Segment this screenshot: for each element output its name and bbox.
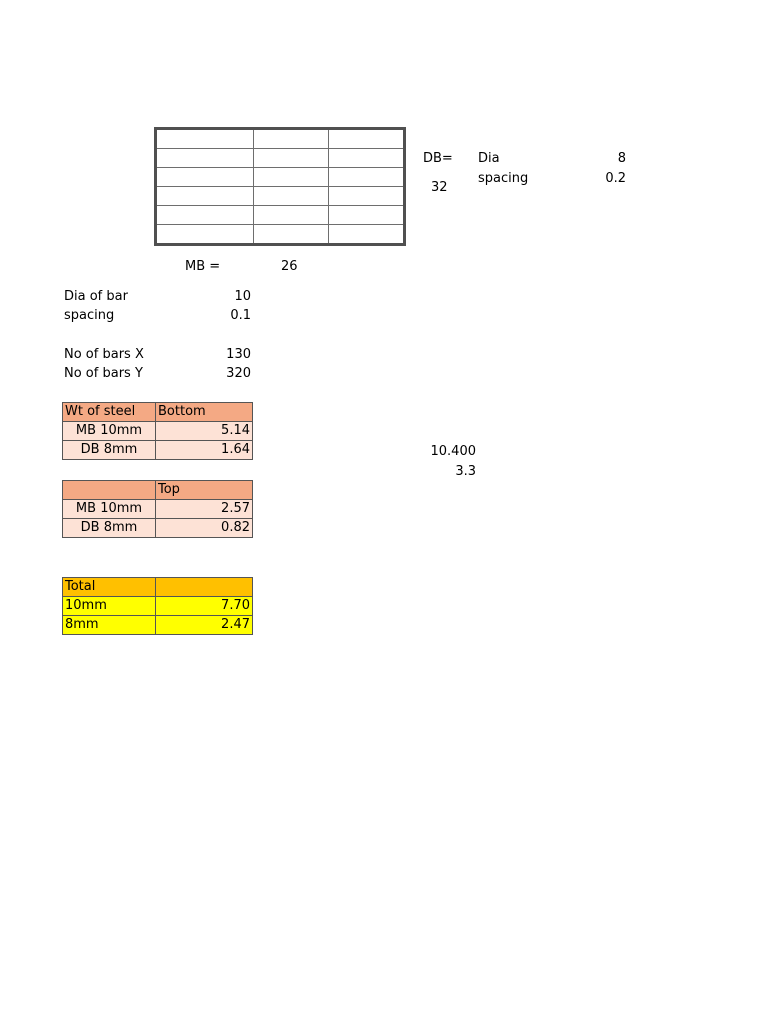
row-value: 7.70 <box>156 597 253 616</box>
table-row <box>63 500 253 519</box>
top-steel-table <box>62 480 253 538</box>
dia-of-bar-label: Dia of bar <box>64 289 128 304</box>
dia-of-bar-value: 10 <box>234 289 251 304</box>
outline-grid <box>154 127 406 246</box>
table-row <box>63 616 253 635</box>
bars-y-label: No of bars Y <box>64 366 143 381</box>
db-label: DB= <box>423 151 453 166</box>
bars-x-label: No of bars X <box>64 347 144 362</box>
row-label: 10mm <box>63 597 156 616</box>
spacing-label-top: spacing <box>478 171 529 186</box>
row-value: 1.64 <box>156 441 253 460</box>
table-row <box>63 422 253 441</box>
bars-y-value: 320 <box>226 366 251 381</box>
dia-label: Dia <box>478 151 500 166</box>
bars-x-value: 130 <box>226 347 251 362</box>
row-value: 2.57 <box>156 500 253 519</box>
table-row <box>63 597 253 616</box>
row-label: DB 8mm <box>63 519 156 538</box>
table-header-cell: Wt of steel <box>63 403 156 422</box>
table-row <box>63 441 253 460</box>
spacing-value-top: 0.2 <box>605 171 626 186</box>
table-header-cell <box>63 481 156 500</box>
db-value: 32 <box>431 180 448 195</box>
table-header-cell: Bottom <box>156 403 253 422</box>
mb-label: MB = <box>185 259 221 274</box>
row-value: 0.82 <box>156 519 253 538</box>
spacing-value: 0.1 <box>230 308 251 323</box>
table-header-cell <box>156 578 253 597</box>
row-label: DB 8mm <box>63 441 156 460</box>
side-value-1: 10.400 <box>430 444 476 459</box>
table-header-cell: Top <box>156 481 253 500</box>
row-label: MB 10mm <box>63 500 156 519</box>
row-label: 8mm <box>63 616 156 635</box>
dia-value: 8 <box>617 151 626 166</box>
row-label: MB 10mm <box>63 422 156 441</box>
total-steel-table <box>62 577 253 635</box>
bottom-steel-table <box>62 402 253 460</box>
table-row <box>63 519 253 538</box>
table-header-cell: Total <box>63 578 156 597</box>
mb-value: 26 <box>281 259 298 274</box>
row-value: 5.14 <box>156 422 253 441</box>
side-value-2: 3.3 <box>455 464 476 479</box>
row-value: 2.47 <box>156 616 253 635</box>
spacing-label: spacing <box>64 308 115 323</box>
